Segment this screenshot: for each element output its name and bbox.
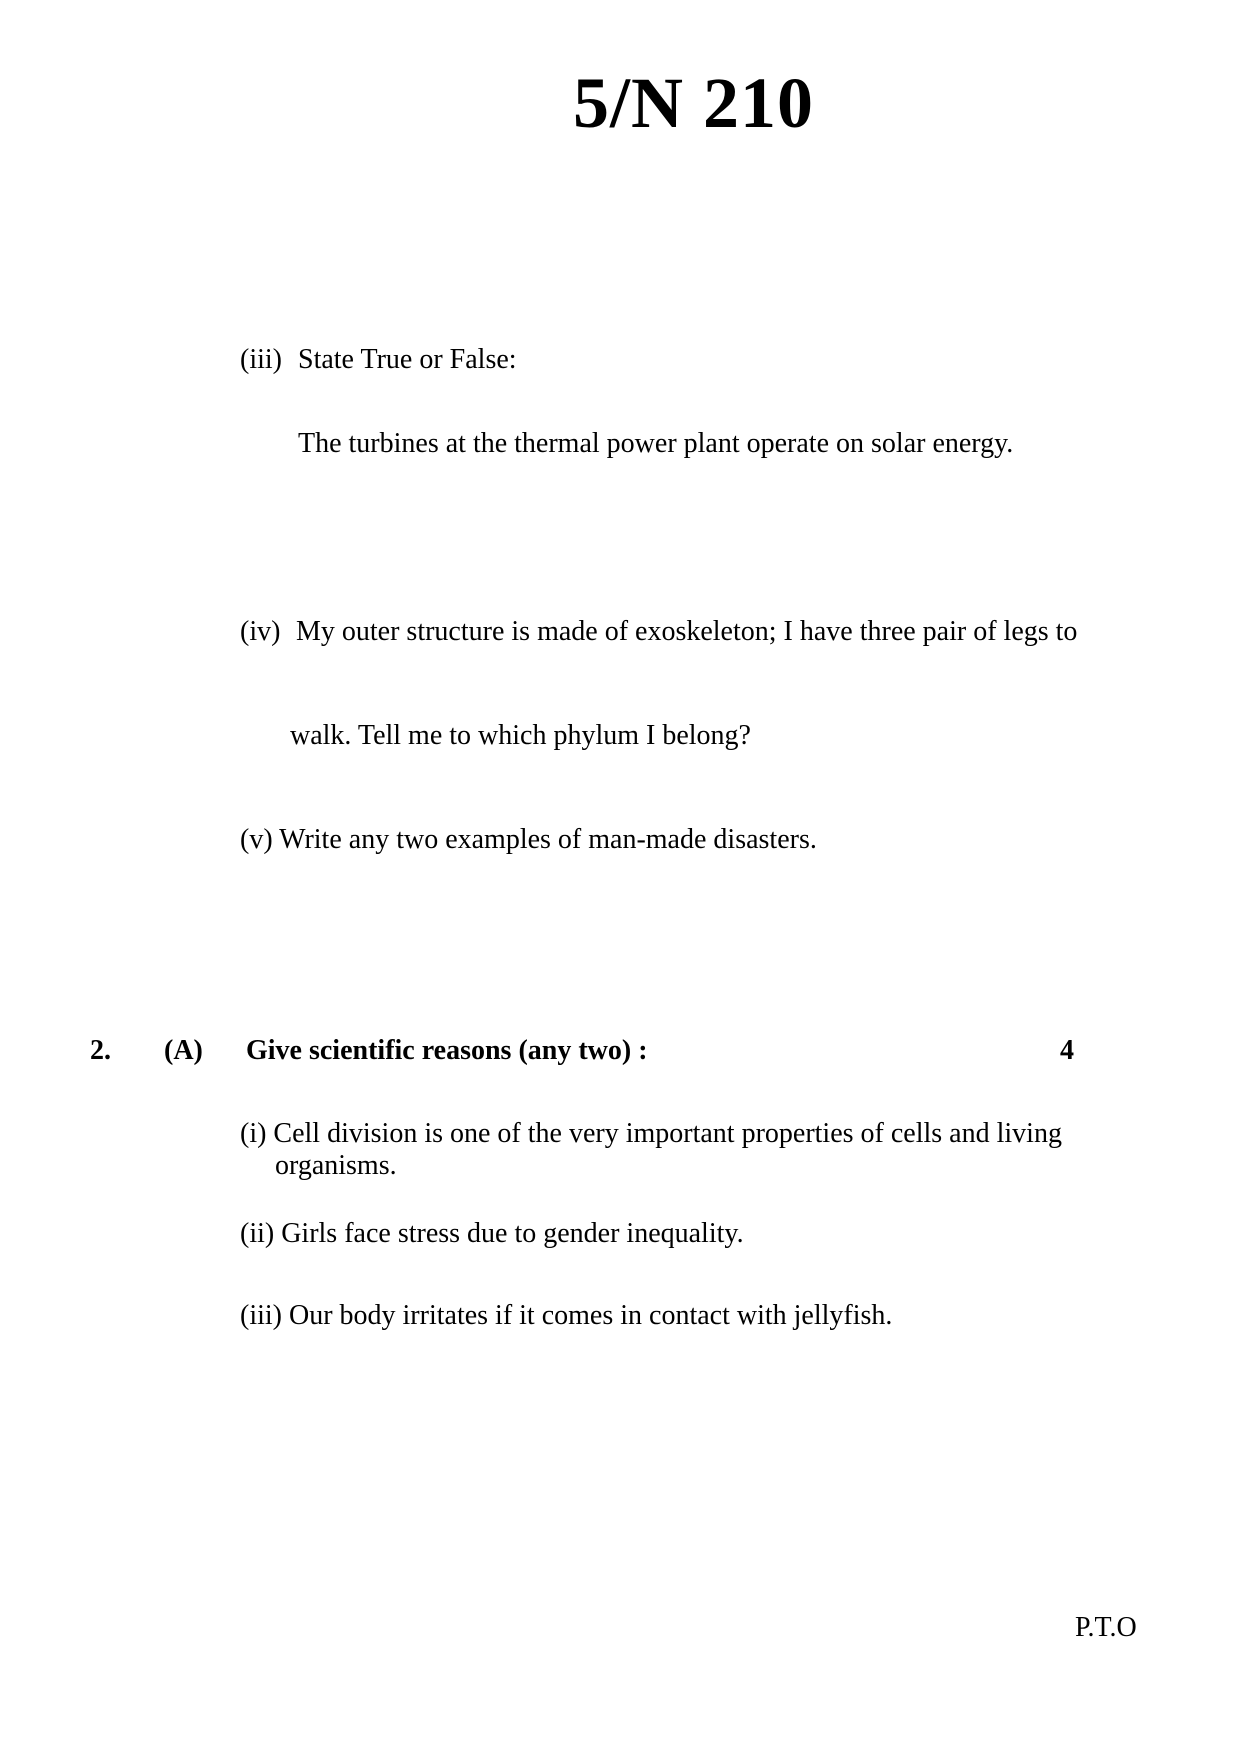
question-iv-line1: My outer structure is made of exoskeleton; I have three pair of legs to	[296, 616, 1078, 647]
question-iii-prompt: State True or False:	[298, 344, 517, 375]
question-2-marks: 4	[1060, 1035, 1074, 1066]
question-iii-statement: The turbines at the thermal power plant operate on solar energy.	[298, 428, 1014, 459]
paper-code: 5/N 210	[573, 63, 814, 143]
reason-item-1-line1: (i) Cell division is one of the very important properties of cells and living	[240, 1118, 1062, 1149]
question-v: (v) Write any two examples of man-made disasters.	[240, 824, 817, 855]
reason-item-2: (ii) Girls face stress due to gender inequality.	[240, 1218, 744, 1249]
question-iv-number: (iv)	[240, 616, 281, 647]
reason-item-1-line2: organisms.	[275, 1150, 397, 1181]
question-iii-number: (iii)	[240, 344, 282, 375]
page-turn-over-note: P.T.O	[1075, 1612, 1137, 1643]
question-2-part: (A)	[164, 1035, 203, 1066]
question-2-number: 2.	[90, 1035, 111, 1066]
question-iv-line2: walk. Tell me to which phylum I belong?	[290, 720, 751, 751]
reason-item-3: (iii) Our body irritates if it comes in contact with jellyfish.	[240, 1300, 893, 1331]
question-2-heading: Give scientific reasons (any two) :	[246, 1035, 648, 1066]
